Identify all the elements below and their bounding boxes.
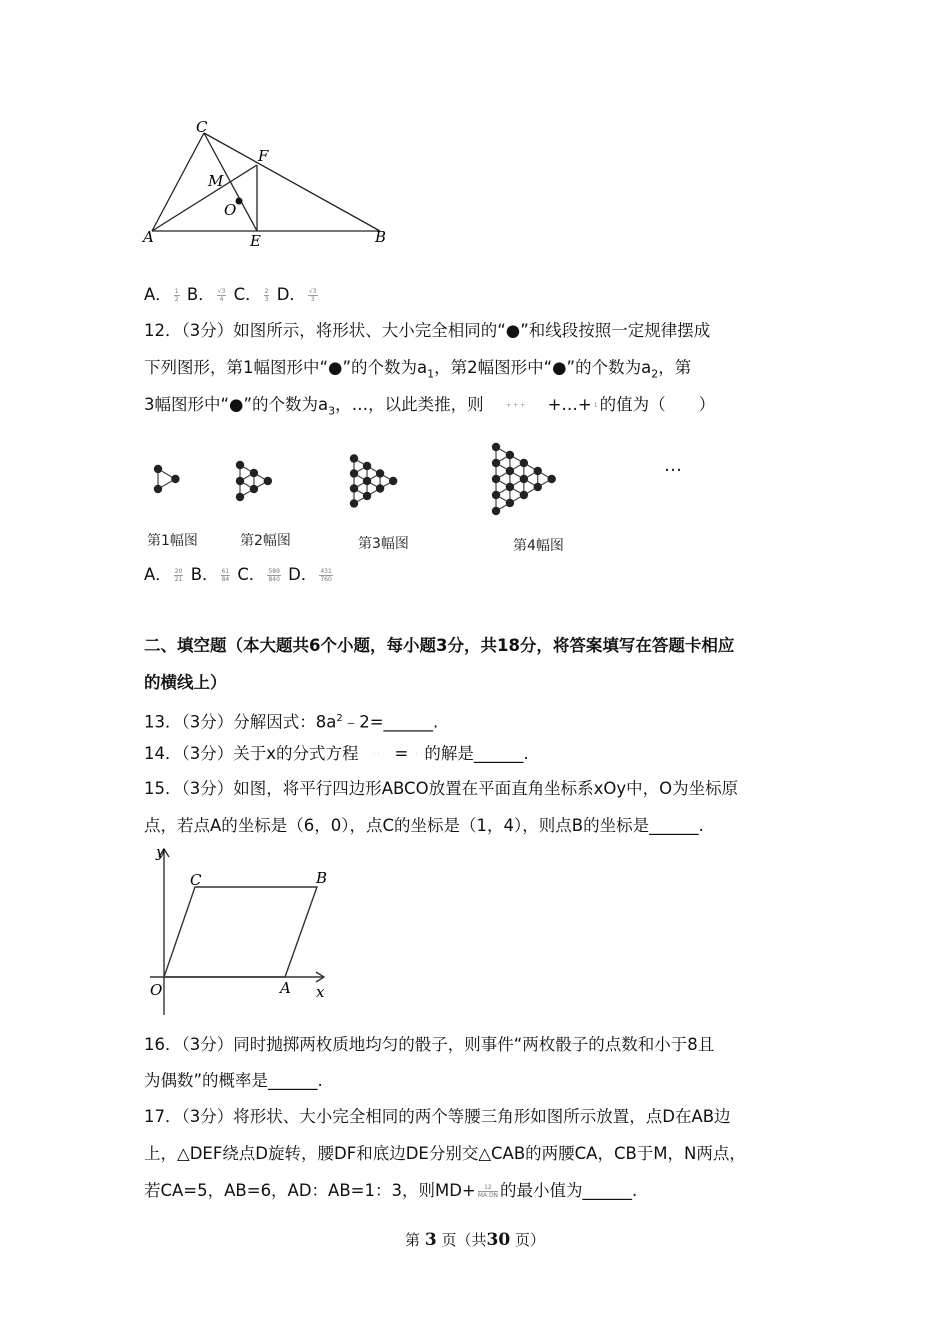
pattern-dot: [363, 477, 371, 485]
pattern-dot: [154, 485, 162, 493]
pattern-dot: [350, 469, 358, 477]
pattern-dot: [520, 475, 528, 483]
pattern-dot: [492, 443, 500, 451]
label-a: A: [143, 228, 154, 246]
label-b: B: [316, 869, 328, 887]
q12-line1: 12．（3分）如图所示，将形状、大小完全相同的“●”和线段按照一定规律摆成: [144, 321, 711, 340]
label-a: A: [280, 979, 291, 997]
q14-frac-left: · ·: [373, 751, 380, 758]
pattern-dot: [236, 461, 244, 469]
seg-af: [152, 165, 257, 231]
q12-ellipsis: …: [664, 455, 682, 476]
pattern-dot: [350, 454, 358, 462]
pattern-dot: [363, 462, 371, 470]
q12-sum-fracs: + + +: [506, 402, 526, 409]
pattern-dot: [520, 491, 528, 499]
q12-line3: 3幅图形中“●”的个数为$a_3$，…，以此类推，则 + + + +…+ 1 的值为（ ）: [144, 395, 716, 418]
q12-caption-2: 第2幅图: [240, 533, 291, 549]
pattern-dot: [264, 477, 272, 485]
pattern-dot: [506, 499, 514, 507]
q16-line1: 16．（3分）同时抛掷两枚质地均匀的骰子，则事件“两枚骰子的点数和小于8且: [144, 1035, 715, 1054]
pattern-dot: [492, 475, 500, 483]
q12-frac-d: $\frac{431}{760}$: [320, 568, 332, 583]
q14: 14．（3分）关于x的分式方程 · · = · 的解是______.: [144, 744, 529, 763]
label-e: E: [250, 232, 261, 250]
pattern-dot: [506, 451, 514, 459]
label-o: O: [224, 201, 237, 219]
q12-dot-patterns: [144, 428, 694, 552]
q16-line2: 为偶数”的概率是______.: [144, 1071, 323, 1090]
pattern-dot: [492, 459, 500, 467]
q13: 13．（3分）分解因式：$8a^2﹣2=\_\_\_\_\_\_$.: [144, 712, 439, 732]
label-c: C: [196, 118, 208, 136]
pattern-dot: [363, 492, 371, 500]
label-m: M: [208, 172, 224, 190]
pattern-dot: [547, 475, 555, 483]
label-c: C: [190, 871, 202, 889]
q11-frac-d: $\frac{√3}{3}$: [308, 288, 317, 303]
label-o: O: [150, 981, 163, 999]
parallelogram-abco: [164, 887, 317, 977]
pattern-dot: [350, 499, 358, 507]
q17-line3: 若CA=5，AB=6，AD：AB=1：3，则MD+ $\frac{12}{MA\cdot DN}$ 的最小值为______.: [144, 1181, 638, 1200]
pattern-dot: [236, 493, 244, 501]
q11-frac-b: $\frac{√3}{4}$: [217, 288, 226, 303]
pattern-dot: [506, 483, 514, 491]
pattern-dot: [154, 465, 162, 473]
label-x: x: [316, 983, 325, 1001]
q12-caption-4: 第4幅图: [513, 538, 564, 554]
pattern-dot: [376, 484, 384, 492]
q11-frac-a: $\frac{1}{2}$: [174, 288, 179, 303]
pattern-dot: [376, 469, 384, 477]
q12-frac-b: $\frac{61}{84}$: [221, 568, 230, 583]
seg-ac: [152, 133, 204, 231]
section2-heading-line1: 二、填空题（本大题共6个小题，每小题3分，共18分，将答案填写在答题卡相应: [144, 636, 735, 655]
q12-frac-a: $\frac{20}{21}$: [174, 568, 183, 583]
q17-line2: 上，△DEF绕点D旋转，腰DF和底边DE分别交△CAB的两腰CA，CB于M，N两点，: [144, 1144, 746, 1163]
pattern-dot: [520, 459, 528, 467]
pattern-dot: [350, 484, 358, 492]
q11-triangle-figure: [140, 118, 400, 250]
pattern-dot: [236, 477, 244, 485]
pattern-dot: [492, 507, 500, 515]
q12-caption-3: 第3幅图: [358, 536, 409, 552]
q12-options: A． $\frac{20}{21}$ B． $\frac{61}{84}$ C． $\frac{589}{840}$ D． $\frac{431}{760}$: [144, 565, 332, 584]
q12-frac-c: $\frac{589}{840}$: [268, 568, 280, 583]
label-f: F: [258, 147, 269, 165]
pattern-dot: [492, 491, 500, 499]
q11-options: A． $\frac{1}{2}$ B． $\frac{√3}{4}$ C． $\frac{2}{3}$ D． $\frac{√3}{3}$: [144, 285, 317, 304]
label-b: B: [375, 228, 387, 246]
q17-line1: 17．（3分）将形状、大小完全相同的两个等腰三角形如图所示放置，点D在AB边: [144, 1107, 731, 1126]
q15-coordinate-figure: [144, 843, 344, 1023]
pattern-dot: [171, 475, 179, 483]
q11-frac-c: $\frac{2}{3}$: [264, 288, 269, 303]
q14-frac-right: ·: [415, 751, 418, 758]
q15-line1: 15．（3分）如图，将平行四边形ABCO放置在平面直角坐标系xOy中，O为坐标原: [144, 779, 739, 798]
q12-line2: 下列图形，第1幅图形中“●”的个数为$a_1$，第2幅图形中“●”的个数为$a_2$，第: [144, 358, 692, 381]
pattern-dot: [389, 477, 397, 485]
point-o: [236, 198, 243, 205]
pattern-dot: [534, 483, 542, 491]
pattern-dot: [250, 469, 258, 477]
section2-heading-line2: 的横线上）: [144, 673, 227, 692]
pattern-dot: [534, 467, 542, 475]
pattern-dot: [506, 467, 514, 475]
q17-frac: $\frac{12}{MA\cdot DN}$: [477, 1184, 499, 1199]
pattern-dot: [250, 485, 258, 493]
q12-caption-1: 第1幅图: [147, 533, 198, 549]
page-footer: 第 3 页（共30 页）: [405, 1230, 545, 1250]
q15-line2: 点，若点A的坐标是（6，0），点C的坐标是（1，4），则点B的坐标是______.: [144, 816, 704, 835]
label-y: y: [156, 843, 165, 861]
